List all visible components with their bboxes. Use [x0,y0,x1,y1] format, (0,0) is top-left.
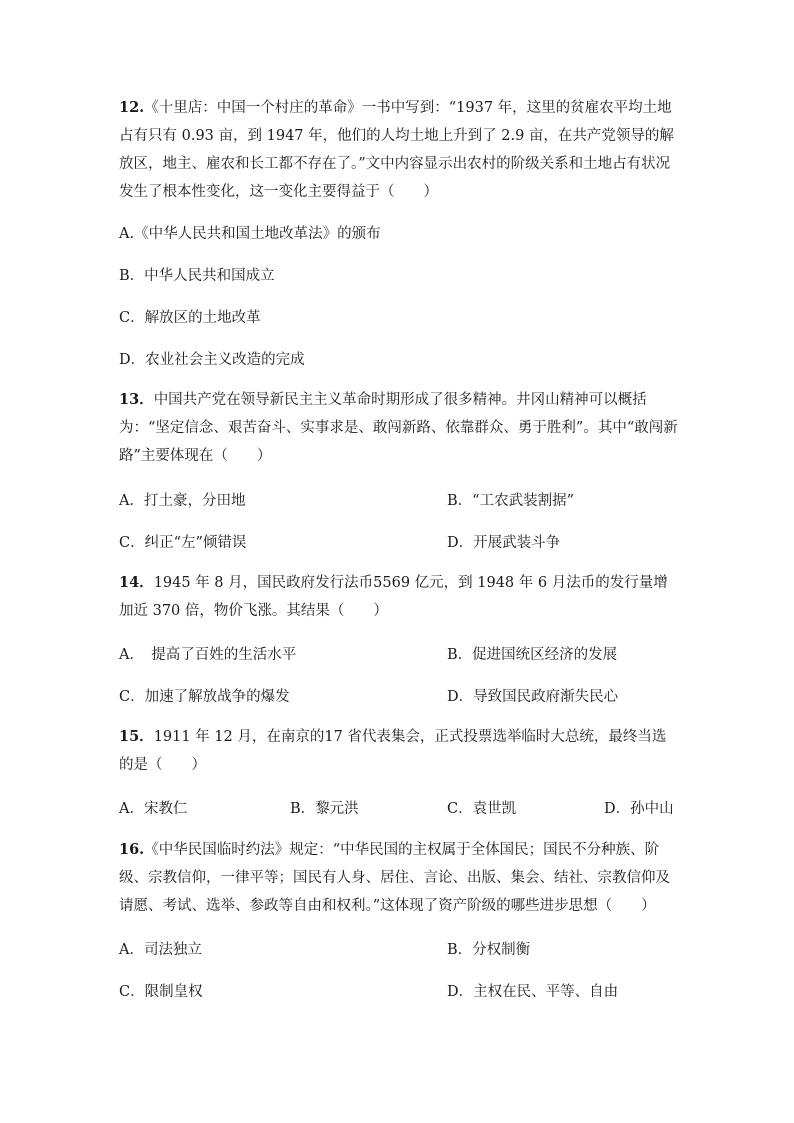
question-15-stem [119,723,679,779]
question-16-option-b: B．分权制衡 [447,942,531,958]
question-12-number: 12. [119,99,145,116]
question-13-number: 13． [119,391,154,408]
question-13-option-d: D．开展武装斗争 [447,535,561,551]
question-14-stem [119,569,679,625]
question-12-option-c: C．解放区的土地改革 [119,310,261,326]
question-13-option-c: C．纠正“左”倾错误 [119,535,247,551]
question-13-option-b: B．“工农武装割据” [447,493,574,509]
question-13-stem [119,386,679,470]
question-14-option-d: D．导致国民政府渐失民心 [447,689,619,705]
question-15-text: 1911 年 12 月，在南京的17 省代表集会，正式投票选举临时大总统，最终当选的是（ ） [119,729,667,773]
question-14 [119,569,679,625]
question-12 [119,94,679,206]
question-14-number: 14． [119,574,154,591]
question-16-text: 《中华民国临时约法》规定：“中华民国的主权属于全体国民；国民不分种族、阶级、宗教信仰，一律平等；国民有人身、居住、言论、出版、集会、结社、宗教信仰及请愿、考试、选举、参政等自由和权利。”这体现了资产阶级的哪些进步思想（ ） [119,842,670,914]
question-16-number: 16. [119,841,145,858]
question-15-option-b: B．黎元洪 [290,801,359,817]
question-13-option-a: A．打土豪，分田地 [119,493,246,509]
question-12-option-b: B．中华人民共和国成立 [119,268,275,284]
question-14-option-a: A． 提高了百姓的生活水平 [119,647,297,663]
question-14-text: 1945 年 8 月，国民政府发行法币5569 亿元，到 1948 年 6 月法币的发行量增加近 370 倍，物价飞涨。其结果（ ） [119,575,668,619]
question-16-option-d: D．主权在民、平等、自由 [447,984,619,1000]
question-16 [119,836,679,920]
question-13 [119,386,679,470]
question-12-text: 《十里店：中国一个村庄的革命》一书中写到：“1937 年，这里的贫雇农平均土地占有只有 0.93 亩，到 1947 年，他们的人均土地上升到了 2.9 亩，在共产党领导的解放区，地主、雇农和长工都不存在了。”文中内容显示出农村的阶级关系和土地占有状况发生了根本性变化，这一变化主要得益于（ ） [119,100,674,200]
question-16-option-a: A．司法独立 [119,942,202,958]
question-14-option-b: B．促进国统区经济的发展 [447,647,618,663]
question-15-option-c: C．袁世凯 [447,801,517,817]
question-16-stem [119,836,679,920]
question-12-stem [119,94,679,206]
question-12-option-d: D．农业社会主义改造的完成 [119,352,305,368]
question-12-option-a: A.《中华人民共和国土地改革法》的颁布 [119,226,381,242]
question-14-option-c: C．加速了解放战争的爆发 [119,689,290,705]
question-13-text: 中国共产党在领导新民主主义革命时期形成了很多精神。井冈山精神可以概括为：“坚定信念、艰苦奋斗、实事求是、敢闯新路、依靠群众、勇于胜利”。其中“敢闯新路”主要体现在（ ） [119,392,678,464]
question-16-option-c: C．限制皇权 [119,984,203,1000]
question-15-option-a: A．宋教仁 [119,801,188,817]
question-15 [119,723,679,779]
question-15-option-d: D．孙中山 [604,801,674,817]
question-15-number: 15． [119,728,154,745]
